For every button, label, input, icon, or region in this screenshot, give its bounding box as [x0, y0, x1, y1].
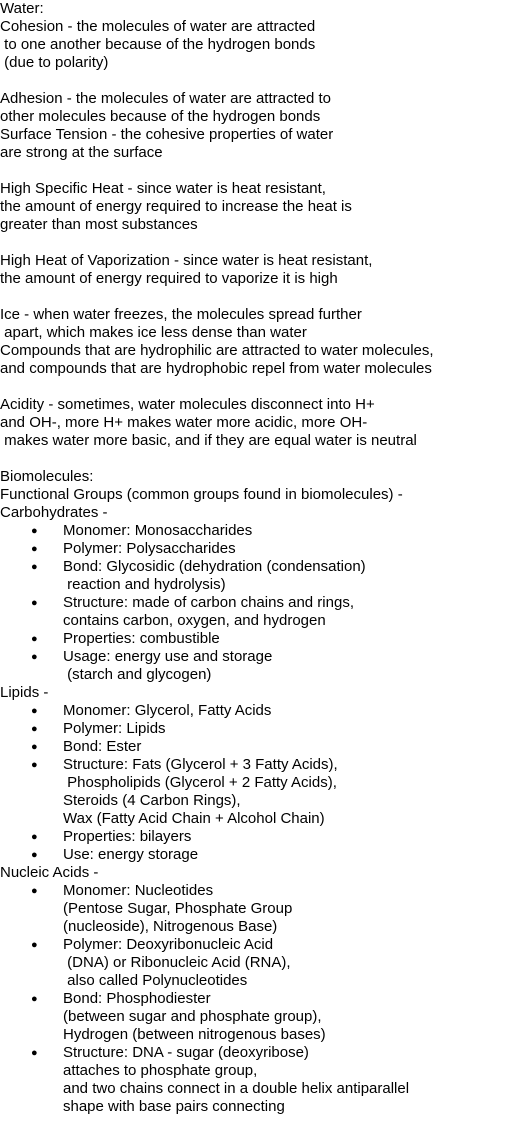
list-item: Polymer: Polysaccharides	[63, 540, 236, 557]
list-item: Properties: combustible	[63, 630, 220, 647]
list-item: Monomer: Glycerol, Fatty Acids	[63, 702, 272, 719]
text-line: and compounds that are hydrophobic repel from water molecules	[0, 360, 432, 377]
list-item: Bond: Phosphodiester	[63, 990, 211, 1007]
list-item-continuation: Wax (Fatty Acid Chain + Alcohol Chain)	[63, 810, 325, 827]
text-line: Nucleic Acids -	[0, 864, 99, 881]
bullet-icon: ●	[31, 759, 38, 771]
bullet-icon: ●	[31, 561, 38, 573]
text-line: makes water more basic, and if they are equal water is neutral	[0, 432, 417, 449]
bullet-icon: ●	[31, 1047, 38, 1059]
text-line: greater than most substances	[0, 216, 198, 233]
list-item: Monomer: Nucleotides	[63, 882, 214, 899]
list-item: Structure: made of carbon chains and rings,	[63, 594, 354, 611]
list-item: Monomer: Monosaccharides	[63, 522, 253, 539]
list-item-continuation: Phospholipids (Glycerol + 2 Fatty Acids),	[63, 774, 337, 791]
text-line: Acidity - sometimes, water molecules disconnect into H+	[0, 396, 375, 413]
list-item: Use: energy storage	[63, 846, 199, 863]
list-item-continuation: Steroids (4 Carbon Rings),	[63, 792, 241, 809]
text-line: High Specific Heat - since water is heat resistant,	[0, 180, 326, 197]
text-line: Ice - when water freezes, the molecules spread further	[0, 306, 362, 323]
text-line: (due to polarity)	[0, 54, 109, 71]
text-line: other molecules because of the hydrogen bonds	[0, 108, 321, 125]
list-item-continuation: Hydrogen (between nitrogenous bases)	[63, 1026, 326, 1043]
text-line: Cohesion - the molecules of water are attracted	[0, 18, 316, 35]
bullet-icon: ●	[31, 723, 38, 735]
bullet-icon: ●	[31, 525, 38, 537]
list-item: Structure: DNA - sugar (deoxyribose)	[63, 1044, 309, 1061]
bullet-icon: ●	[31, 831, 38, 843]
list-item: Bond: Ester	[63, 738, 142, 755]
list-item-continuation: contains carbon, oxygen, and hydrogen	[63, 612, 326, 629]
bullet-icon: ●	[31, 939, 38, 951]
bullet-icon: ●	[31, 633, 38, 645]
text-line: apart, which makes ice less dense than water	[0, 324, 307, 341]
list-item: Polymer: Deoxyribonucleic Acid	[63, 936, 274, 953]
text-line: High Heat of Vaporization - since water is heat resistant,	[0, 252, 373, 269]
text-line: Water:	[0, 0, 44, 17]
bullet-icon: ●	[31, 543, 38, 555]
text-line: Compounds that are hydrophilic are attracted to water molecules,	[0, 342, 434, 359]
list-item: Bond: Glycosidic (dehydration (condensation)	[63, 558, 366, 575]
text-line: and OH-, more H+ makes water more acidic, more OH-	[0, 414, 368, 431]
text-line: the amount of energy required to increase the heat is	[0, 198, 352, 215]
text-line: are strong at the surface	[0, 144, 163, 161]
bullet-icon: ●	[31, 849, 38, 861]
list-item-continuation: also called Polynucleotides	[63, 972, 248, 989]
text-line: Biomolecules:	[0, 468, 94, 485]
list-item-continuation: attaches to phosphate group,	[63, 1062, 258, 1079]
bullet-icon: ●	[31, 741, 38, 753]
bullet-icon: ●	[31, 597, 38, 609]
list-item: Polymer: Lipids	[63, 720, 166, 737]
list-item: Usage: energy use and storage	[63, 648, 273, 665]
bullet-icon: ●	[31, 885, 38, 897]
list-item-continuation: (DNA) or Ribonucleic Acid (RNA),	[63, 954, 291, 971]
bullet-icon: ●	[31, 651, 38, 663]
list-item: Structure: Fats (Glycerol + 3 Fatty Acids),	[63, 756, 338, 773]
list-item-continuation: and two chains connect in a double helix antiparallel	[63, 1080, 410, 1097]
list-item-continuation: (Pentose Sugar, Phosphate Group	[63, 900, 293, 917]
list-item-continuation: reaction and hydrolysis)	[63, 576, 226, 593]
text-line: Lipids -	[0, 684, 49, 701]
text-line: Carbohydrates -	[0, 504, 108, 521]
list-item-continuation: (nucleoside), Nitrogenous Base)	[63, 918, 278, 935]
text-line: Surface Tension - the cohesive properties of water	[0, 126, 334, 143]
text-line: the amount of energy required to vaporize it is high	[0, 270, 338, 287]
list-item-continuation: (between sugar and phosphate group),	[63, 1008, 322, 1025]
list-item: Properties: bilayers	[63, 828, 192, 845]
text-line: Adhesion - the molecules of water are attracted to	[0, 90, 332, 107]
list-item-continuation: (starch and glycogen)	[63, 666, 212, 683]
text-line: to one another because of the hydrogen bonds	[0, 36, 316, 53]
bullet-icon: ●	[31, 705, 38, 717]
text-line: Functional Groups (common groups found in biomolecules) -	[0, 486, 403, 503]
list-item-continuation: shape with base pairs connecting	[63, 1098, 285, 1115]
bullet-icon: ●	[31, 993, 38, 1005]
